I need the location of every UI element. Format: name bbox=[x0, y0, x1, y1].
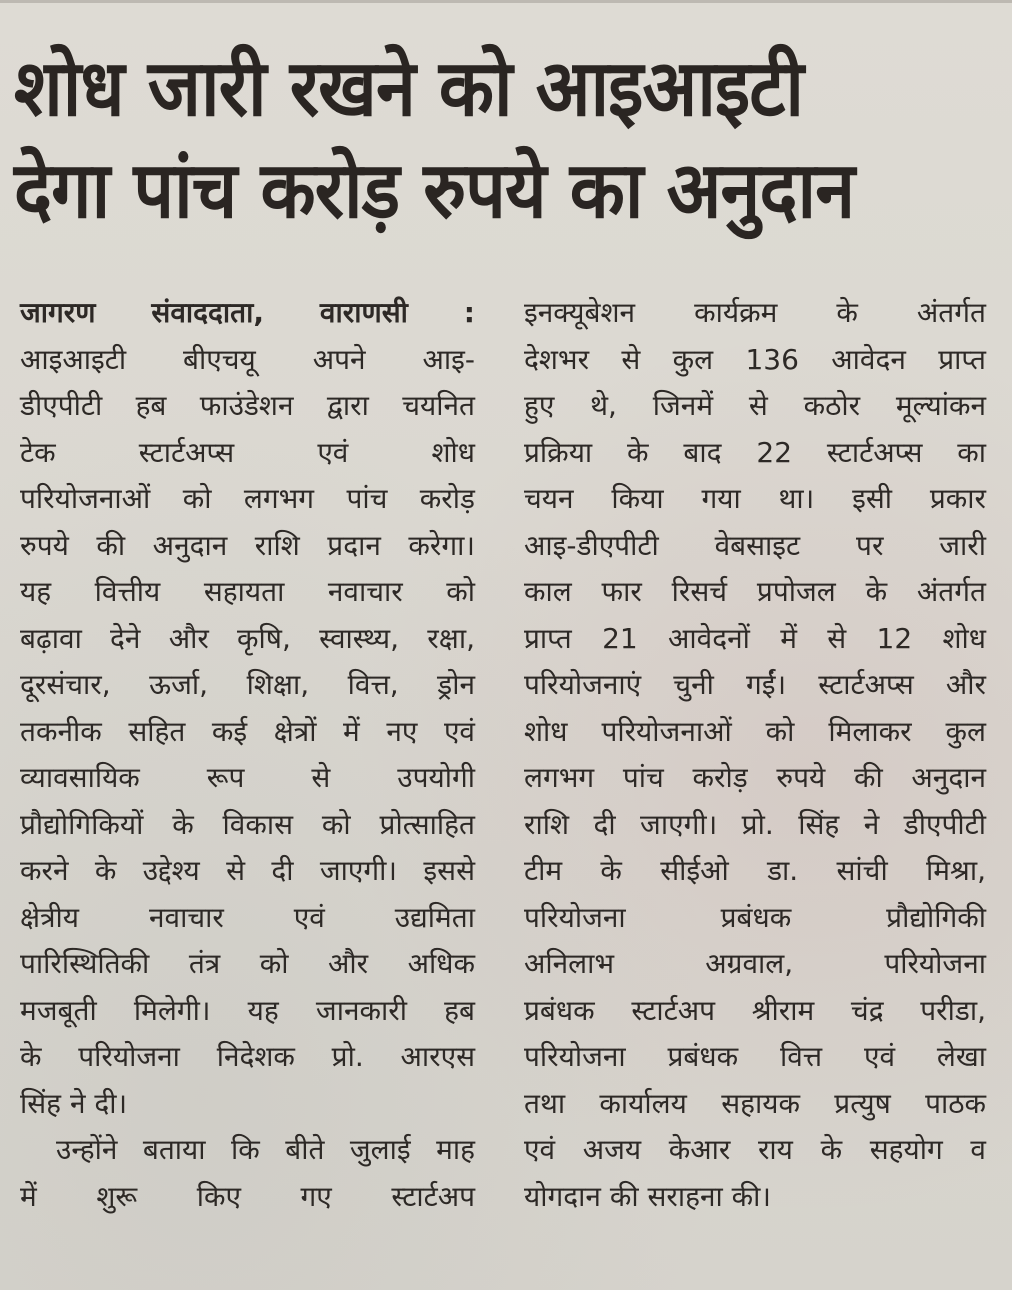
page-top-rule bbox=[0, 0, 1012, 3]
headline bbox=[14, 38, 925, 242]
text-line: करने के उद्देश्य से दी जाएगी। इससे bbox=[20, 854, 475, 887]
text-line: मजबूती मिलेगी। यह जानकारी हब bbox=[20, 993, 475, 1027]
text-line: एवं अजय केआर राय के सहयोग व bbox=[524, 1133, 986, 1166]
text-line: अनिलाभ अग्रवाल, परियोजना bbox=[524, 947, 986, 980]
text-line: काल फार रिसर्च प्रपोजल के अंतर्गत bbox=[524, 575, 986, 608]
text-line: परियोजना प्रबंधक प्रौद्योगिकी bbox=[524, 900, 986, 934]
text-line: तकनीक सहित कई क्षेत्रों में नए एवं bbox=[20, 714, 475, 748]
article-right-column bbox=[524, 290, 986, 1220]
headline-line-1: शोध जारी रखने को आइआइटी bbox=[14, 44, 804, 134]
text-line: लगभग पांच करोड़ रुपये की अनुदान bbox=[524, 761, 986, 794]
text-line: दूरसंचार, ऊर्जा, शिक्षा, वित्त, ड्रोन bbox=[20, 668, 475, 701]
text-line: यह वित्तीय सहायता नवाचार को bbox=[20, 575, 475, 608]
byline: जागरण संवाददाता, वाराणसी : bbox=[20, 296, 475, 329]
text-line: इनक्यूबेशन कार्यक्रम के अंतर्गत bbox=[524, 296, 986, 329]
text-line: डीएपीटी हब फाउंडेशन द्वारा चयनित bbox=[20, 389, 475, 422]
text-line: प्राप्त 21 आवेदनों में से 12 शोध bbox=[524, 621, 986, 655]
text-line: प्रबंधक स्टार्टअप श्रीराम चंद्र परीडा, bbox=[524, 993, 986, 1027]
text-line: हुए थे, जिनमें से कठोर मूल्यांकन bbox=[524, 389, 986, 422]
text-line: तथा कार्यालय सहायक प्रत्युष पाठक bbox=[524, 1086, 986, 1120]
text-line: शोध परियोजनाओं को मिलाकर कुल bbox=[524, 714, 986, 748]
text-line: पारिस्थितिकी तंत्र को और अधिक bbox=[20, 947, 475, 980]
text-line: योगदान की सराहना की। bbox=[524, 1179, 772, 1213]
text-line: क्षेत्रीय नवाचार एवं उद्यमिता bbox=[20, 900, 475, 934]
text-line: व्यावसायिक रूप से उपयोगी bbox=[20, 761, 475, 794]
text-line: सिंह ने दी। bbox=[20, 1086, 128, 1120]
text-line: आइ-डीएपीटी वेबसाइट पर जारी bbox=[524, 528, 986, 562]
text-line: आइआइटी बीएचयू अपने आइ- bbox=[20, 342, 475, 376]
text-line: प्रौद्योगिकियों के विकास को प्रोत्साहित bbox=[20, 807, 475, 841]
text-line: राशि दी जाएगी। प्रो. सिंह ने डीएपीटी bbox=[524, 807, 986, 841]
headline-line-2: देगा पांच करोड़ रुपये का अनुदान bbox=[14, 146, 855, 236]
text-line: चयन किया गया था। इसी प्रकार bbox=[524, 482, 986, 515]
text-line: परियोजनाओं को लगभग पांच करोड़ bbox=[20, 482, 475, 515]
text-line: रुपये की अनुदान राशि प्रदान करेगा। bbox=[20, 528, 475, 562]
text-line: देशभर से कुल 136 आवेदन प्राप्त bbox=[524, 342, 986, 376]
text-line: टीम के सीईओ डा. सांची मिश्रा, bbox=[524, 854, 986, 887]
text-line: के परियोजना निदेशक प्रो. आरएस bbox=[20, 1040, 475, 1073]
text-line: परियोजना प्रबंधक वित्त एवं लेखा bbox=[524, 1040, 986, 1073]
text-line: बढ़ावा देने और कृषि, स्वास्थ्य, रक्षा, bbox=[20, 621, 475, 655]
text-line: टेक स्टार्टअप्स एवं शोध bbox=[20, 435, 475, 469]
text-line: प्रक्रिया के बाद 22 स्टार्टअप्स का bbox=[524, 435, 986, 469]
text-line: में शुरू किए गए स्टार्टअप bbox=[20, 1179, 475, 1213]
text-line: उन्होंने बताया कि बीते जुलाई माह bbox=[56, 1133, 475, 1166]
article-left-column bbox=[20, 290, 475, 1220]
text-line: परियोजनाएं चुनी गईं। स्टार्टअप्स और bbox=[524, 668, 986, 701]
